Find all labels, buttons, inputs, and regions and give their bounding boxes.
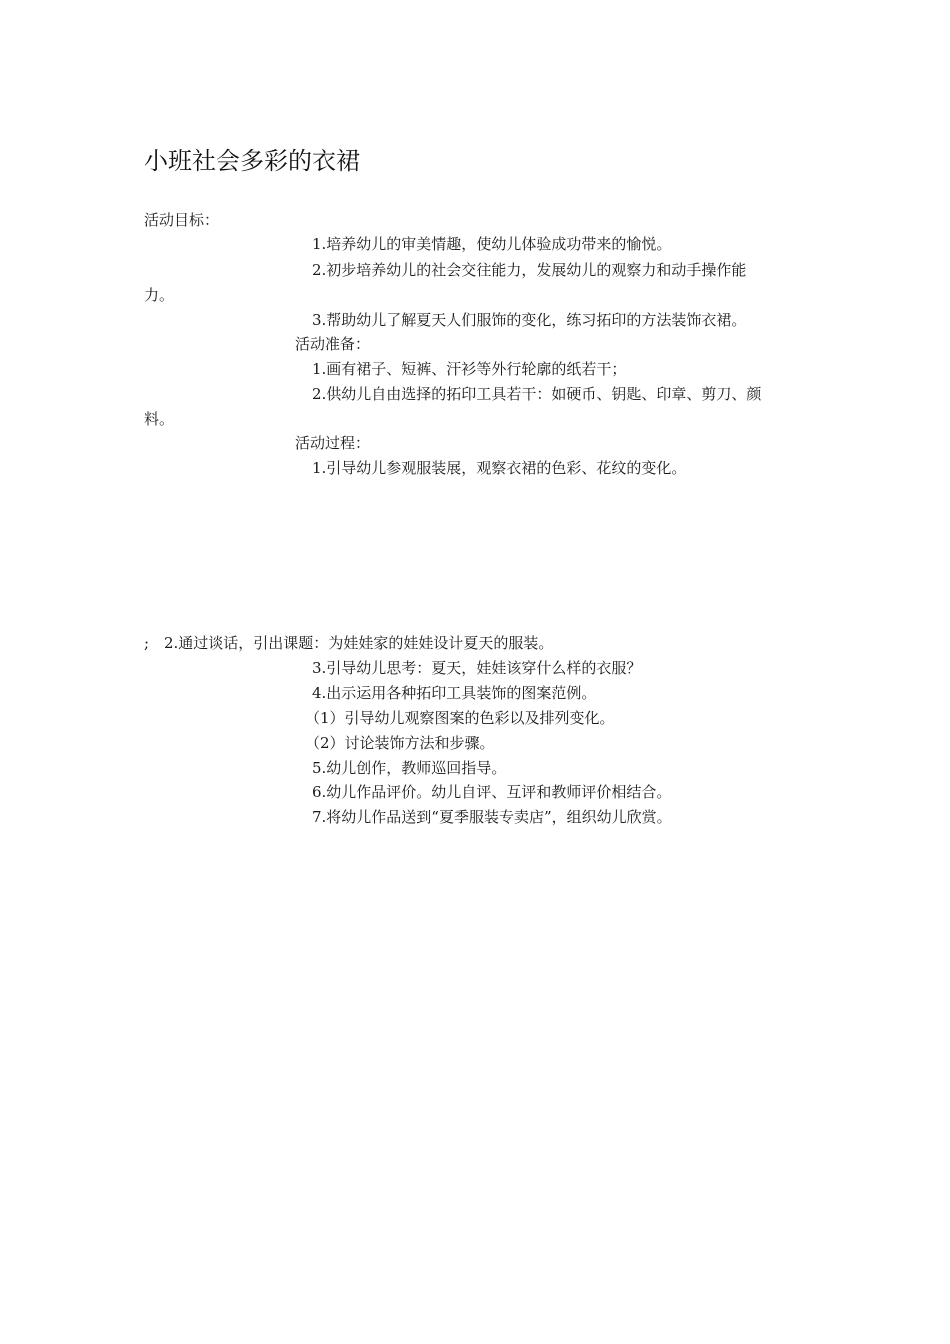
process-item-2: 2.通过谈话，引出课题：为娃娃家的娃娃设计夏天的服装。 bbox=[164, 634, 554, 652]
goal-item-2-continuation: 力。 bbox=[144, 286, 175, 304]
prep-item-2-continuation: 料。 bbox=[144, 410, 175, 428]
goal-item-3: 3.帮助幼儿了解夏天人们服饰的变化，练习拓印的方法装饰衣裙。 bbox=[312, 311, 747, 329]
process-item-1: 1.引导幼儿参观服装展，观察衣裙的色彩、花纹的变化。 bbox=[312, 459, 687, 477]
goal-item-1: 1.培养幼儿的审美情趣，使幼儿体验成功带来的愉悦。 bbox=[312, 235, 672, 253]
process-item-2-marker: ; bbox=[144, 634, 150, 652]
process-item-4-sub-2: （2）讨论装饰方法和步骤。 bbox=[305, 734, 495, 752]
process-heading: 活动过程： bbox=[295, 434, 371, 452]
process-item-5: 5.幼儿创作，教师巡回指导。 bbox=[312, 759, 507, 777]
goals-heading: 活动目标： bbox=[144, 211, 220, 229]
prep-item-1: 1.画有裙子、短裤、汗衫等外行轮廓的纸若干； bbox=[312, 360, 627, 378]
process-item-4: 4.出示运用各种拓印工具装饰的图案范例。 bbox=[312, 684, 597, 702]
process-item-3: 3.引导幼儿思考：夏天，娃娃该穿什么样的衣服？ bbox=[312, 659, 642, 677]
process-item-4-sub-1: （1）引导幼儿观察图案的色彩以及排列变化。 bbox=[305, 709, 615, 727]
prep-item-2: 2.供幼儿自由选择的拓印工具若干：如硬币、钥匙、印章、剪刀、颜 bbox=[312, 385, 762, 403]
document-title: 小班社会多彩的衣裙 bbox=[144, 147, 360, 175]
process-item-6: 6.幼儿作品评价。幼儿自评、互评和教师评价相结合。 bbox=[312, 783, 672, 801]
process-item-7: 7.将幼儿作品送到“夏季服装专卖店”，组织幼儿欣赏。 bbox=[312, 808, 672, 826]
goal-item-2: 2.初步培养幼儿的社会交往能力，发展幼儿的观察力和动手操作能 bbox=[312, 261, 747, 279]
prep-heading: 活动准备： bbox=[295, 335, 371, 353]
